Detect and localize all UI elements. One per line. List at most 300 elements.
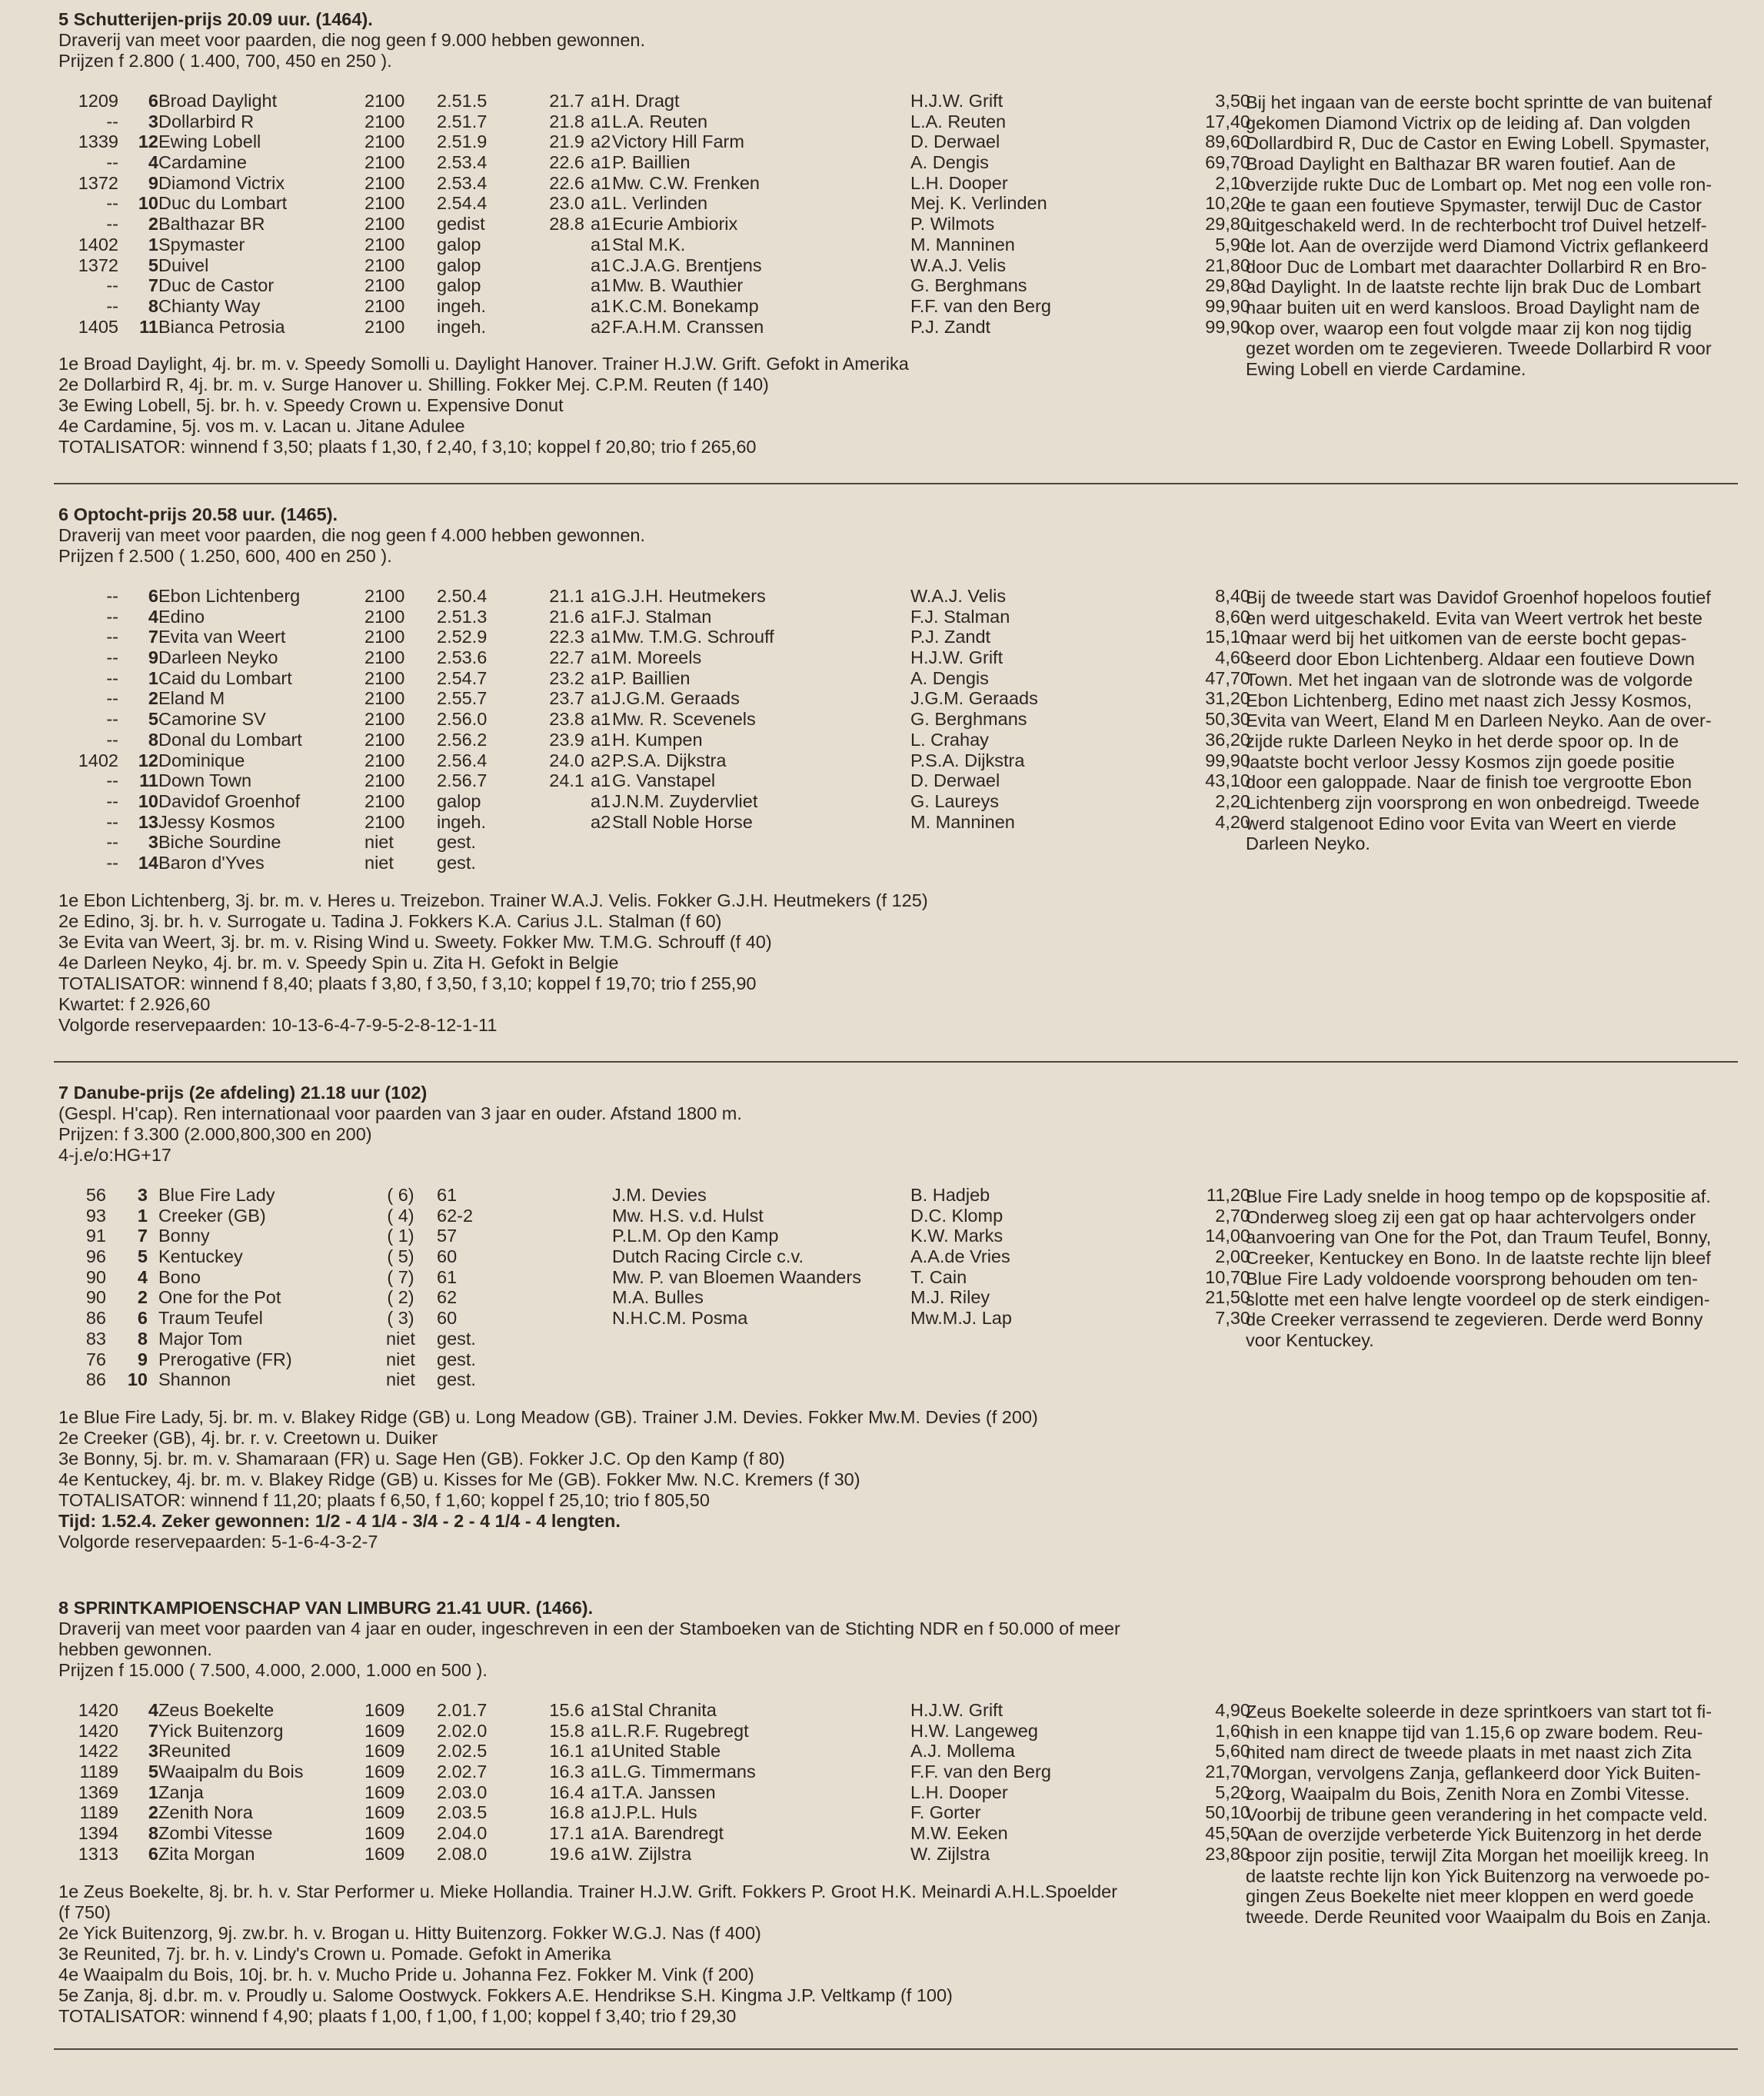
cell-dist: 2100 bbox=[364, 811, 405, 832]
cell-arm: a1 bbox=[591, 1843, 611, 1864]
cell-num: 7 bbox=[137, 1226, 148, 1246]
cell-arm: a1 bbox=[591, 709, 611, 730]
cell-owner: Mw. P. van Bloemen Waanders bbox=[612, 1266, 861, 1287]
cell-arm: a1 bbox=[591, 606, 611, 627]
cell-owner: G. Vanstapel bbox=[612, 770, 716, 791]
cell-trainer: L.H. Dooper bbox=[910, 172, 1008, 193]
result-row bbox=[58, 1226, 1738, 1246]
cell-odds: 14,00 bbox=[1205, 1226, 1250, 1246]
cell-dist: 2100 bbox=[364, 91, 405, 111]
cell-id: 56 bbox=[85, 1185, 106, 1205]
cell-owner: Mw. T.M.G. Schrouff bbox=[612, 627, 774, 647]
cell-arm: a1 bbox=[591, 1762, 611, 1782]
cell-odds: 8,40 bbox=[1215, 586, 1250, 606]
cell-num: 1 bbox=[148, 667, 158, 688]
cell-dist: 2100 bbox=[364, 255, 405, 275]
result-row bbox=[58, 627, 1738, 647]
result-row bbox=[58, 111, 1738, 132]
cell-time: 2.56.4 bbox=[437, 750, 488, 770]
race-comment: Bij de tweede start was Davidof Groenhof hopeloos foutief en werd uitgeschakeld. Evita van Weert vertrok het beste maar werd bij het uitkomen van de eerste bocht gepas- seerd door Ebon Lichtenberg. Aldaar een foutieve Down Town. Met het ingaan van de slotronde was de volgorde Ebon Lichtenberg, Edino met naast zich Jessy Kosmos, Evita van Weert, Eland M en Darleen Neyko. Aan de over- zijde rukte Darleen Neyko in het derde spoor op. In de laatste bocht verloor Jessy Kosmos zijn goede positie door een galoppade. Naar de finish toe vergrootte Ebon Lichtenberg zijn voorsprong en won onbedreigd. Tweede werd stalgenoot Edino voor Evita van Weert en vierde Darleen Neyko. bbox=[1246, 587, 1712, 854]
cell-name: Caid du Lombart bbox=[158, 667, 292, 688]
reserve-order-note: Volgorde reservepaarden: 10-13-6-4-7-9-5-2-8-12-1-11 bbox=[58, 1014, 498, 1035]
race-comment: Bij het ingaan van de eerste bocht sprintte de van buitenaf gekomen Diamond Victrix op de leiding af. Dan volgden Dollardbird R, Duc de Castor en Ewing Lobell. Spymaster, Broad Daylight en Balthazar BR waren foutief. Aan de overzijde rukte Duc de Lombart op. Met nog een volle ron- de te gaan een foutieve Spymaster, terwijl Duc de Castor uitgeschakeld werd. In de rechterbocht trof Duivel hetzelf- de lot. Aan de overzijde werd Diamond Victrix geflankeerd door Duc de Lombart met daarachter Dollarbird R en Bro- ad Daylight. In de laatste rechte lijn brak Duc de Lombart naar buiten uit en werd kansloos. Broad Daylight nam de kop over, waarop een fout volgde maar zij kon nog tijdig gezet worden om te zegevieren. Tweede Dollarbird R voor Ewing Lobell en vierde Cardamine. bbox=[1246, 92, 1712, 380]
cell-num: 10 bbox=[127, 1369, 148, 1390]
cell-dist: 1609 bbox=[364, 1802, 405, 1823]
cell-dist: 2100 bbox=[364, 667, 405, 688]
cell-km: 21.7 bbox=[549, 91, 584, 111]
cell-dist: 2100 bbox=[364, 688, 405, 709]
cell-odds: 89,60 bbox=[1205, 131, 1250, 152]
cell-km: 23.2 bbox=[549, 667, 584, 688]
cell-id: -- bbox=[106, 111, 118, 131]
cell-km: 24.1 bbox=[549, 770, 584, 791]
cell-weight: 60 bbox=[437, 1246, 458, 1267]
result-row bbox=[58, 812, 1738, 833]
cell-time: 2.56.0 bbox=[437, 709, 488, 730]
cell-dist: 1609 bbox=[364, 1782, 405, 1802]
result-row bbox=[58, 193, 1738, 214]
cell-owner: G.J.H. Heutmekers bbox=[612, 586, 766, 606]
result-row bbox=[58, 1349, 1738, 1370]
race-comment: Blue Fire Lady snelde in hoog tempo op de kopspositie af. Onderweg sloeg zij een gat op haar achtervolgers onder aanvoering van One for the Pot, dan Traum Teufel, Bonny, Creeker, Kentuckey en Bono. In de laatste rechte lijn bleef Blue Fire Lady voldoende voorsprong behouden om ten- slotte met een halve lengte voordeel op de sterk eindigen- de Creeker verrassend te zegevieren. Derde werd Bonny voor Kentuckey. bbox=[1246, 1186, 1712, 1350]
cell-dist: 2100 bbox=[364, 316, 405, 337]
cell-dist: 2100 bbox=[364, 770, 405, 791]
race-header bbox=[58, 1083, 1738, 1166]
cell-odds: 45,50 bbox=[1205, 1823, 1250, 1844]
cell-id: 83 bbox=[85, 1328, 106, 1349]
cell-odds: 2,00 bbox=[1215, 1246, 1250, 1267]
cell-trainer: M.J. Riley bbox=[910, 1287, 990, 1308]
cell-dist: 2100 bbox=[364, 172, 405, 193]
cell-id: -- bbox=[106, 647, 118, 668]
cell-stall: ( 7) bbox=[387, 1266, 414, 1287]
cell-odds: 29,80 bbox=[1205, 275, 1250, 296]
cell-time: 2.53.4 bbox=[437, 172, 488, 193]
result-row bbox=[58, 1802, 1738, 1823]
cell-time: 2.03.0 bbox=[437, 1782, 488, 1802]
cell-odds: 2,20 bbox=[1215, 790, 1250, 811]
cell-owner: J.N.M. Zuydervliet bbox=[612, 790, 758, 811]
race-conditions-cont: hebben gewonnen. bbox=[58, 1639, 212, 1659]
cell-arm: a1 bbox=[591, 1782, 611, 1802]
cell-num: 5 bbox=[148, 709, 158, 730]
placing-note: 3e Ewing Lobell, 5j. br. h. v. Speedy Crown u. Expensive Donut bbox=[58, 395, 564, 416]
race-handicap: 4-j.e/o:HG+17 bbox=[58, 1145, 171, 1165]
cell-km: 21.1 bbox=[549, 586, 584, 606]
result-row bbox=[58, 730, 1738, 750]
placing-note: 2e Creeker (GB), 4j. br. r. v. Creetown u. Duiker bbox=[58, 1427, 438, 1448]
cell-id: 1372 bbox=[78, 255, 118, 275]
cell-id: 1422 bbox=[78, 1741, 118, 1762]
cell-km: 21.9 bbox=[549, 131, 584, 152]
cell-owner: P. Baillien bbox=[612, 667, 691, 688]
cell-num: 11 bbox=[139, 770, 158, 791]
cell-time: ingeh. bbox=[437, 295, 487, 316]
cell-time: gest. bbox=[437, 832, 476, 853]
cell-time: 2.53.6 bbox=[437, 647, 488, 668]
cell-arm: a1 bbox=[591, 91, 611, 111]
cell-name: Traum Teufel bbox=[158, 1308, 263, 1329]
cell-num: 4 bbox=[137, 1266, 148, 1287]
cell-num: 10 bbox=[138, 790, 158, 811]
cell-trainer: G. Laureys bbox=[910, 790, 999, 811]
cell-id: 1402 bbox=[78, 234, 118, 255]
cell-owner: J.M. Devies bbox=[612, 1185, 707, 1205]
cell-dist: 2100 bbox=[364, 214, 405, 235]
results-table bbox=[58, 91, 1738, 337]
cell-name: Waaipalm du Bois bbox=[158, 1762, 304, 1782]
cell-arm: a1 bbox=[591, 234, 611, 255]
cell-stall: ( 6) bbox=[387, 1185, 414, 1205]
cell-num: 1 bbox=[148, 1782, 158, 1802]
race-conditions: Draverij van meet voor paarden, die nog geen f 4.000 hebben gewonnen. bbox=[58, 525, 645, 545]
cell-odds: 17,40 bbox=[1205, 111, 1250, 131]
cell-arm: a1 bbox=[591, 1741, 611, 1762]
cell-trainer: L.A. Reuten bbox=[910, 111, 1007, 131]
cell-odds: 2,70 bbox=[1215, 1205, 1250, 1226]
cell-id: 1420 bbox=[78, 1700, 118, 1720]
cell-stall: ( 5) bbox=[387, 1246, 414, 1267]
result-row bbox=[58, 91, 1738, 111]
race-notes bbox=[58, 890, 1738, 1036]
cell-arm: a1 bbox=[591, 1700, 611, 1720]
cell-name: Spymaster bbox=[158, 234, 245, 255]
cell-arm: a1 bbox=[591, 275, 611, 296]
cell-name: Zeus Boekelte bbox=[158, 1700, 275, 1720]
cell-id: -- bbox=[106, 688, 118, 709]
cell-num: 9 bbox=[148, 647, 158, 668]
cell-trainer: M. Manninen bbox=[910, 234, 1015, 255]
race-prizes: Prijzen f 2.500 ( 1.250, 600, 400 en 250 ). bbox=[58, 546, 392, 566]
result-row bbox=[58, 1700, 1738, 1721]
cell-odds: 99,90 bbox=[1205, 750, 1250, 770]
cell-trainer: T. Cain bbox=[910, 1266, 967, 1287]
cell-num: 3 bbox=[148, 1741, 158, 1762]
result-row bbox=[58, 750, 1738, 771]
cell-time: ingeh. bbox=[437, 811, 487, 832]
race-notes bbox=[58, 1407, 1738, 1552]
cell-odds: 21,80 bbox=[1205, 255, 1250, 275]
result-row bbox=[58, 1369, 1738, 1390]
cell-owner: H. Dragt bbox=[612, 91, 680, 111]
cell-trainer: W.A.J. Velis bbox=[910, 255, 1007, 275]
cell-num: 4 bbox=[148, 1700, 158, 1720]
cell-km: 16.8 bbox=[549, 1802, 584, 1823]
cell-odds: 5,60 bbox=[1215, 1741, 1250, 1762]
results-table bbox=[58, 586, 1738, 873]
cell-id: -- bbox=[106, 852, 118, 873]
cell-owner: F.J. Stalman bbox=[612, 606, 712, 627]
cell-id: -- bbox=[106, 832, 118, 853]
cell-name: Reunited bbox=[158, 1741, 231, 1762]
race-conditions: (Gespl. H'cap). Ren internationaal voor paarden van 3 jaar en ouder. Afstand 1800 m. bbox=[58, 1103, 742, 1123]
cell-arm: a1 bbox=[591, 729, 611, 750]
cell-num: 9 bbox=[148, 172, 158, 193]
cell-num: 8 bbox=[148, 295, 158, 316]
race-7 bbox=[58, 1083, 1738, 1552]
cell-name: Jessy Kosmos bbox=[158, 811, 275, 832]
cell-time: 2.51.9 bbox=[437, 131, 488, 152]
totalisator-note: TOTALISATOR: winnend f 4,90; plaats f 1,00, f 1,00, f 1,00; koppel f 3,40; trio f 29,30 bbox=[58, 2005, 737, 2026]
cell-name: Duc du Lombart bbox=[158, 193, 288, 214]
result-row bbox=[58, 1206, 1738, 1226]
cell-trainer: D. Derwael bbox=[910, 770, 1000, 791]
cell-stall: niet bbox=[386, 1328, 415, 1349]
cell-id: 1405 bbox=[78, 316, 118, 337]
result-row bbox=[58, 255, 1738, 276]
cell-km: 19.6 bbox=[549, 1843, 584, 1864]
cell-trainer: P.S.A. Dijkstra bbox=[910, 750, 1025, 770]
cell-odds: 11,20 bbox=[1206, 1185, 1250, 1205]
cell-id: 1372 bbox=[78, 172, 118, 193]
cell-owner: Stal M.K. bbox=[612, 234, 686, 255]
cell-trainer: H.J.W. Grift bbox=[910, 647, 1003, 668]
cell-num: 12 bbox=[138, 750, 158, 770]
cell-name: Zanja bbox=[158, 1782, 204, 1802]
result-row bbox=[58, 709, 1738, 730]
cell-id: 1189 bbox=[79, 1762, 118, 1782]
cell-odds: 50,30 bbox=[1205, 709, 1250, 730]
cell-name: Ebon Lichtenberg bbox=[158, 586, 301, 606]
cell-trainer: P.J. Zandt bbox=[910, 316, 991, 337]
cell-km: 16.4 bbox=[549, 1782, 584, 1802]
cell-odds: 10,70 bbox=[1205, 1266, 1250, 1287]
cell-time: galop bbox=[437, 275, 481, 296]
cell-trainer: A.J. Mollema bbox=[910, 1741, 1015, 1762]
cell-name: Edino bbox=[158, 606, 205, 627]
placing-note: 2e Edino, 3j. br. h. v. Surrogate u. Tadina J. Fokkers K.A. Carius J.L. Stalman (f 60) bbox=[58, 910, 722, 931]
cell-trainer: F.J. Stalman bbox=[910, 606, 1010, 627]
cell-name: Duc de Castor bbox=[158, 275, 275, 296]
cell-num: 6 bbox=[148, 586, 158, 606]
cell-arm: a1 bbox=[591, 627, 611, 647]
cell-time: 2.50.4 bbox=[437, 586, 488, 606]
cell-dist: 2100 bbox=[364, 750, 405, 770]
cell-id: -- bbox=[106, 627, 118, 647]
cell-owner: Dutch Racing Circle c.v. bbox=[612, 1246, 804, 1267]
cell-owner: Ecurie Ambiorix bbox=[612, 214, 738, 235]
cell-arm: a1 bbox=[591, 193, 611, 214]
cell-odds: 8,60 bbox=[1215, 606, 1250, 627]
cell-num: 5 bbox=[137, 1246, 148, 1267]
result-row bbox=[58, 214, 1738, 235]
cell-arm: a1 bbox=[591, 688, 611, 709]
cell-trainer: G. Berghmans bbox=[910, 709, 1027, 730]
cell-time: 2.03.5 bbox=[437, 1802, 488, 1823]
cell-id: 90 bbox=[85, 1287, 106, 1308]
cell-km: 16.3 bbox=[549, 1762, 584, 1782]
cell-odds: 2,10 bbox=[1215, 172, 1250, 193]
cell-name: Biche Sourdine bbox=[158, 832, 281, 853]
results-table bbox=[58, 1700, 1738, 1865]
cell-trainer: H.J.W. Grift bbox=[910, 1700, 1003, 1720]
cell-dist: 1609 bbox=[364, 1741, 405, 1762]
cell-id: 93 bbox=[85, 1205, 106, 1226]
cell-trainer: G. Berghmans bbox=[910, 275, 1027, 296]
cell-trainer: M. Manninen bbox=[910, 811, 1015, 832]
cell-weight: gest. bbox=[437, 1349, 476, 1369]
result-row bbox=[58, 586, 1738, 607]
cell-trainer: Mw.M.J. Lap bbox=[910, 1308, 1012, 1329]
cell-owner: A. Barendregt bbox=[612, 1823, 724, 1844]
cell-odds: 4,60 bbox=[1215, 647, 1250, 668]
cell-time: 2.02.7 bbox=[437, 1762, 488, 1782]
result-row bbox=[58, 1844, 1738, 1865]
cell-odds: 15,10 bbox=[1205, 627, 1250, 647]
cell-id: -- bbox=[106, 586, 118, 606]
cell-num: 3 bbox=[148, 111, 158, 131]
cell-dist: 2100 bbox=[364, 709, 405, 730]
cell-id: -- bbox=[106, 295, 118, 316]
cell-arm: a2 bbox=[591, 811, 611, 832]
cell-odds: 69,70 bbox=[1205, 152, 1250, 173]
totalisator-note: TOTALISATOR: winnend f 11,20; plaats f 6,50, f 1,60; koppel f 25,10; trio f 805,50 bbox=[58, 1489, 710, 1510]
cell-name: Creeker (GB) bbox=[158, 1205, 266, 1226]
cell-name: Camorine SV bbox=[158, 709, 266, 730]
cell-time: gedist bbox=[437, 214, 485, 235]
cell-name: Major Tom bbox=[158, 1328, 243, 1349]
cell-time: 2.56.7 bbox=[437, 770, 488, 791]
cell-km: 28.8 bbox=[549, 214, 584, 235]
cell-id: -- bbox=[106, 193, 118, 214]
cell-dist: niet bbox=[364, 832, 394, 853]
race-prizes: Prijzen f 2.800 ( 1.400, 700, 450 en 250 ). bbox=[58, 51, 392, 71]
cell-trainer: L.H. Dooper bbox=[910, 1782, 1008, 1802]
cell-weight: 62-2 bbox=[437, 1205, 474, 1226]
cell-num: 2 bbox=[148, 1802, 158, 1823]
cell-odds: 1,60 bbox=[1215, 1720, 1250, 1741]
cell-name: Blue Fire Lady bbox=[158, 1185, 275, 1205]
cell-id: 86 bbox=[85, 1308, 106, 1329]
cell-trainer: P. Wilmots bbox=[910, 214, 995, 235]
cell-odds: 99,90 bbox=[1205, 316, 1250, 337]
cell-time: 2.02.5 bbox=[437, 1741, 488, 1762]
cell-num: 14 bbox=[138, 852, 158, 873]
cell-owner: J.P.L. Huls bbox=[612, 1802, 697, 1823]
cell-id: -- bbox=[106, 790, 118, 811]
placing-note: 4e Cardamine, 5j. vos m. v. Lacan u. Jitane Adulee bbox=[58, 416, 465, 437]
result-row bbox=[58, 1721, 1738, 1742]
race-conditions: Draverij van meet voor paarden, die nog geen f 9.000 hebben gewonnen. bbox=[58, 30, 645, 50]
result-row bbox=[58, 1782, 1738, 1803]
section-divider bbox=[54, 483, 1738, 484]
race-prizes: Prijzen f 15.000 ( 7.500, 4.000, 2.000, 1.000 en 500 ). bbox=[58, 1660, 488, 1680]
cell-owner: Stall Noble Horse bbox=[612, 811, 753, 832]
result-row bbox=[58, 668, 1738, 689]
placing-note: 2e Yick Buitenzorg, 9j. zw.br. h. v. Brogan u. Hitty Buitenzorg. Fokker W.G.J. Nas (f 400) bbox=[58, 1922, 761, 1943]
cell-trainer: D. Derwael bbox=[910, 131, 1000, 152]
cell-dist: 2100 bbox=[364, 606, 405, 627]
result-row bbox=[58, 1823, 1738, 1844]
result-row bbox=[58, 1185, 1738, 1206]
placing-note: 2e Dollarbird R, 4j. br. m. v. Surge Hanover u. Shilling. Fokker Mej. C.P.M. Reuten (f 140) bbox=[58, 374, 769, 395]
cell-odds: 50,10 bbox=[1205, 1802, 1250, 1823]
cell-odds: 23,80 bbox=[1205, 1843, 1250, 1864]
cell-arm: a1 bbox=[591, 586, 611, 606]
cell-trainer: Mej. K. Verlinden bbox=[910, 193, 1047, 214]
totalisator-note: TOTALISATOR: winnend f 3,50; plaats f 1,30, f 2,40, f 3,10; koppel f 20,80; trio f 265,60 bbox=[58, 437, 757, 457]
cell-owner: L.G. Timmermans bbox=[612, 1762, 756, 1782]
cell-name: Baron d'Yves bbox=[158, 852, 265, 873]
result-row bbox=[58, 1329, 1738, 1349]
cell-arm: a1 bbox=[591, 255, 611, 275]
cell-trainer: H.W. Langeweg bbox=[910, 1720, 1038, 1741]
cell-id: 96 bbox=[85, 1246, 106, 1267]
result-row bbox=[58, 853, 1738, 873]
cell-arm: a1 bbox=[591, 111, 611, 131]
cell-trainer: W.A.J. Velis bbox=[910, 586, 1007, 606]
cell-arm: a1 bbox=[591, 770, 611, 791]
cell-stall: ( 1) bbox=[387, 1226, 414, 1246]
race-comment: Zeus Boekelte soleerde in deze sprintkoers van start tot fi- nish in een knappe tijd van 1.15,6 op zware bodem. Reu- nited nam direct de tweede plaats in met naast zich Zita Morgan, vervolgens Zanja, geflankeerd door Yick Buiten- zorg, Waaipalm du Bois, Zenith Nora en Zombi Vitesse. Voorbij de tribune geen verandering in het compacte veld. Aan de overzijde verbeterde Yick Buitenzorg in het derde spoor zijn positie, terwijl Zita Morgan het moeilijk kreeg. In de laatste rechte lijn kon Yick Buitenzorg na verwoede po- gingen Zeus Boekelte niet meer kloppen en werd goede tweede. Derde Reunited voor Waaipalm du Bois en Zanja. bbox=[1246, 1702, 1712, 1928]
cell-name: Cardamine bbox=[158, 152, 247, 173]
cell-num: 8 bbox=[137, 1328, 148, 1349]
cell-odds: 43,10 bbox=[1205, 770, 1250, 791]
result-row bbox=[58, 832, 1738, 853]
result-row bbox=[58, 607, 1738, 627]
cell-km: 17.1 bbox=[549, 1823, 584, 1844]
cell-odds: 7,30 bbox=[1215, 1308, 1250, 1329]
cell-num: 6 bbox=[148, 91, 158, 111]
cell-id: 91 bbox=[85, 1226, 106, 1246]
cell-time: 2.54.4 bbox=[437, 193, 488, 214]
cell-name: Broad Daylight bbox=[158, 91, 278, 111]
cell-name: Dominique bbox=[158, 750, 245, 770]
result-row bbox=[58, 1741, 1738, 1762]
cell-trainer: A. Dengis bbox=[910, 667, 989, 688]
placing-note: 3e Evita van Weert, 3j. br. m. v. Rising Wind u. Sweety. Fokker Mw. T.M.G. Schrouff (f 40) bbox=[58, 931, 772, 952]
cell-owner: P.L.M. Op den Kamp bbox=[612, 1226, 779, 1246]
cell-name: Bonny bbox=[158, 1226, 210, 1246]
cell-dist: 2100 bbox=[364, 131, 405, 152]
cell-owner: Victory Hill Farm bbox=[612, 131, 744, 152]
cell-arm: a2 bbox=[591, 316, 611, 337]
cell-owner: J.G.M. Geraads bbox=[612, 688, 740, 709]
cell-stall: ( 4) bbox=[387, 1205, 414, 1226]
results-table bbox=[58, 1185, 1738, 1390]
cell-trainer: K.W. Marks bbox=[910, 1226, 1003, 1246]
cell-time: 2.51.3 bbox=[437, 606, 488, 627]
cell-trainer: B. Hadjeb bbox=[910, 1185, 990, 1205]
cell-num: 8 bbox=[148, 729, 158, 750]
cell-num: 2 bbox=[137, 1287, 148, 1308]
cell-odds: 5,20 bbox=[1215, 1782, 1250, 1802]
cell-name: Donal du Lombart bbox=[158, 729, 302, 750]
cell-time: 2.54.7 bbox=[437, 667, 488, 688]
cell-stall: niet bbox=[386, 1369, 415, 1390]
cell-name: Chianty Way bbox=[158, 295, 261, 316]
cell-owner: United Stable bbox=[612, 1741, 721, 1762]
cell-arm: a1 bbox=[591, 214, 611, 235]
cell-arm: a1 bbox=[591, 667, 611, 688]
cell-arm: a1 bbox=[591, 172, 611, 193]
cell-odds: 36,20 bbox=[1205, 729, 1250, 750]
cell-name: Balthazar BR bbox=[158, 214, 265, 235]
cell-dist: 2100 bbox=[364, 275, 405, 296]
placing-note: 3e Reunited, 7j. br. h. v. Lindy's Crown u. Pomade. Gefokt in Amerika bbox=[58, 1943, 611, 1964]
cell-arm: a1 bbox=[591, 790, 611, 811]
race-header bbox=[58, 504, 1738, 567]
cell-name: Shannon bbox=[158, 1369, 231, 1390]
cell-num: 2 bbox=[148, 214, 158, 235]
cell-km: 22.7 bbox=[549, 647, 584, 668]
cell-name: Ewing Lobell bbox=[158, 131, 261, 152]
cell-id: -- bbox=[106, 606, 118, 627]
cell-time: 2.53.4 bbox=[437, 152, 488, 173]
cell-owner: T.A. Janssen bbox=[612, 1782, 716, 1802]
result-row bbox=[58, 275, 1738, 296]
cell-name: Yick Buitenzorg bbox=[158, 1720, 284, 1741]
